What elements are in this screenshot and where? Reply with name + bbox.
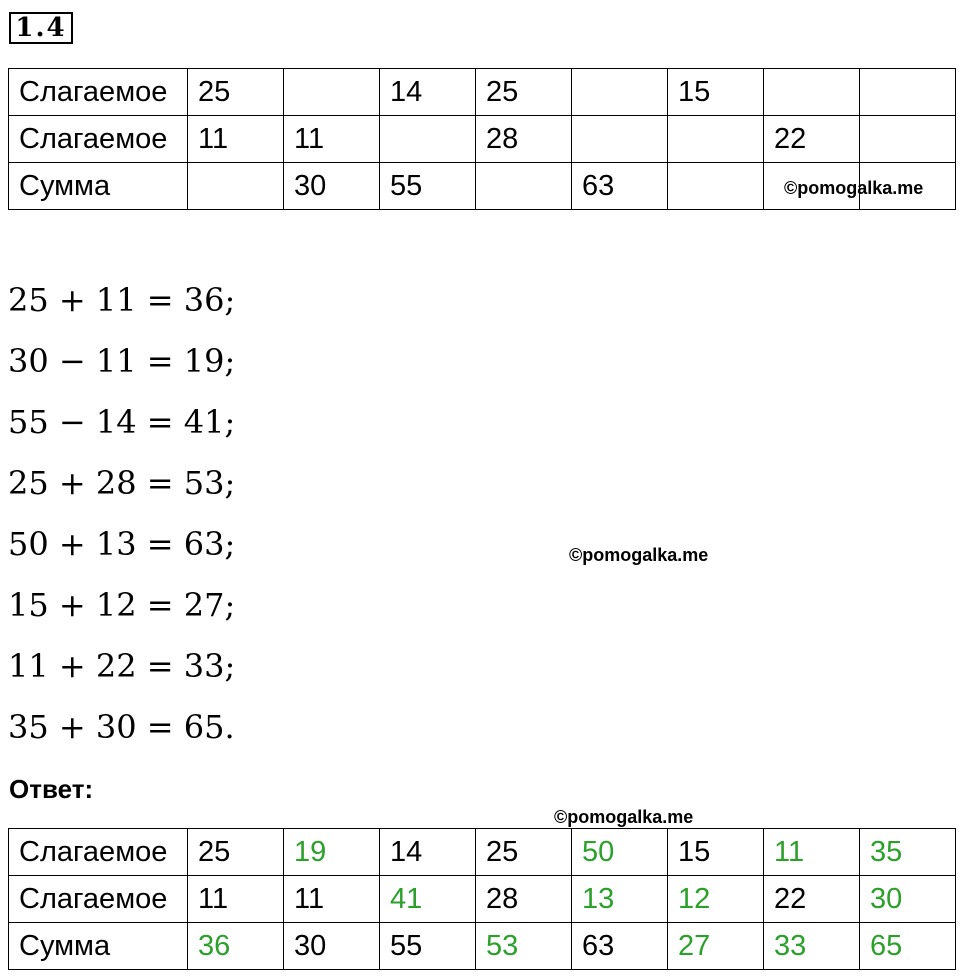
solution-equation: 55 − 14 = 41; — [8, 403, 236, 441]
table-row — [9, 876, 956, 923]
table-cell: 63 — [572, 923, 668, 970]
row-label: Слагаемое — [9, 876, 188, 923]
table-cell: 63 — [572, 163, 668, 210]
table-cell — [380, 116, 476, 163]
table-cell — [188, 163, 284, 210]
table-cell: 27 — [668, 923, 764, 970]
table-cell: 19 — [284, 829, 380, 876]
table-cell — [764, 69, 860, 116]
solution-equation: 35 + 30 = 65. — [8, 708, 235, 746]
table-cell: 35 — [860, 829, 956, 876]
table-cell: 12 — [668, 876, 764, 923]
table-cell: 11 — [764, 829, 860, 876]
table-cell: 28 — [476, 876, 572, 923]
table-cell: 30 — [284, 923, 380, 970]
table-cell: 15 — [668, 69, 764, 116]
table-cell — [572, 116, 668, 163]
table-cell: 30 — [860, 876, 956, 923]
table-cell: 65 — [860, 923, 956, 970]
table-cell: 55 — [380, 923, 476, 970]
table-cell — [668, 116, 764, 163]
table-cell: 13 — [572, 876, 668, 923]
solution-equation: 25 + 28 = 53; — [8, 464, 236, 502]
solution-equation: 30 − 11 = 19; — [8, 342, 236, 380]
watermark: ©pomogalka.me — [784, 178, 924, 198]
solution-equation: 50 + 13 = 63; — [8, 525, 236, 563]
table-row — [9, 829, 956, 876]
row-label: Слагаемое — [9, 829, 188, 876]
solution-equation: 25 + 11 = 36; — [8, 281, 236, 319]
table-cell — [284, 69, 380, 116]
table-cell: 41 — [380, 876, 476, 923]
table-cell: 50 — [572, 829, 668, 876]
watermark: ©pomogalka.me — [554, 807, 694, 827]
table-cell: 11 — [188, 116, 284, 163]
row-label: Сумма — [9, 923, 188, 970]
table-cell: 22 — [764, 116, 860, 163]
table-cell — [476, 163, 572, 210]
table-cell: 55 — [380, 163, 476, 210]
table-cell: 22 — [764, 876, 860, 923]
table-cell: 11 — [188, 876, 284, 923]
solution-equation: 11 + 22 = 33; — [8, 647, 236, 685]
table-cell: 36 — [188, 923, 284, 970]
row-label: Сумма — [9, 163, 188, 210]
answer-table — [8, 828, 956, 970]
table-cell: 30 — [284, 163, 380, 210]
table-cell: 14 — [380, 829, 476, 876]
table-cell: 15 — [668, 829, 764, 876]
table-cell — [668, 163, 764, 210]
task-number: 1.4 — [9, 12, 73, 44]
solution-list — [8, 278, 235, 766]
table-cell — [572, 69, 668, 116]
row-label: Слагаемое — [9, 69, 188, 116]
table-cell: 25 — [476, 69, 572, 116]
table-cell: 53 — [476, 923, 572, 970]
table-row — [9, 116, 956, 163]
watermark: ©pomogalka.me — [569, 545, 709, 565]
table-cell: 25 — [188, 829, 284, 876]
table-row — [9, 69, 956, 116]
table-cell: 14 — [380, 69, 476, 116]
table-cell — [860, 69, 956, 116]
row-label: Слагаемое — [9, 116, 188, 163]
table-cell — [860, 116, 956, 163]
table-row — [9, 923, 956, 970]
table-cell: 11 — [284, 116, 380, 163]
table-cell: 33 — [764, 923, 860, 970]
table-cell: 28 — [476, 116, 572, 163]
solution-equation: 15 + 12 = 27; — [8, 586, 236, 624]
table-cell: 25 — [188, 69, 284, 116]
table-cell: 11 — [284, 876, 380, 923]
table-cell: 25 — [476, 829, 572, 876]
answer-label: Ответ: — [9, 774, 94, 804]
